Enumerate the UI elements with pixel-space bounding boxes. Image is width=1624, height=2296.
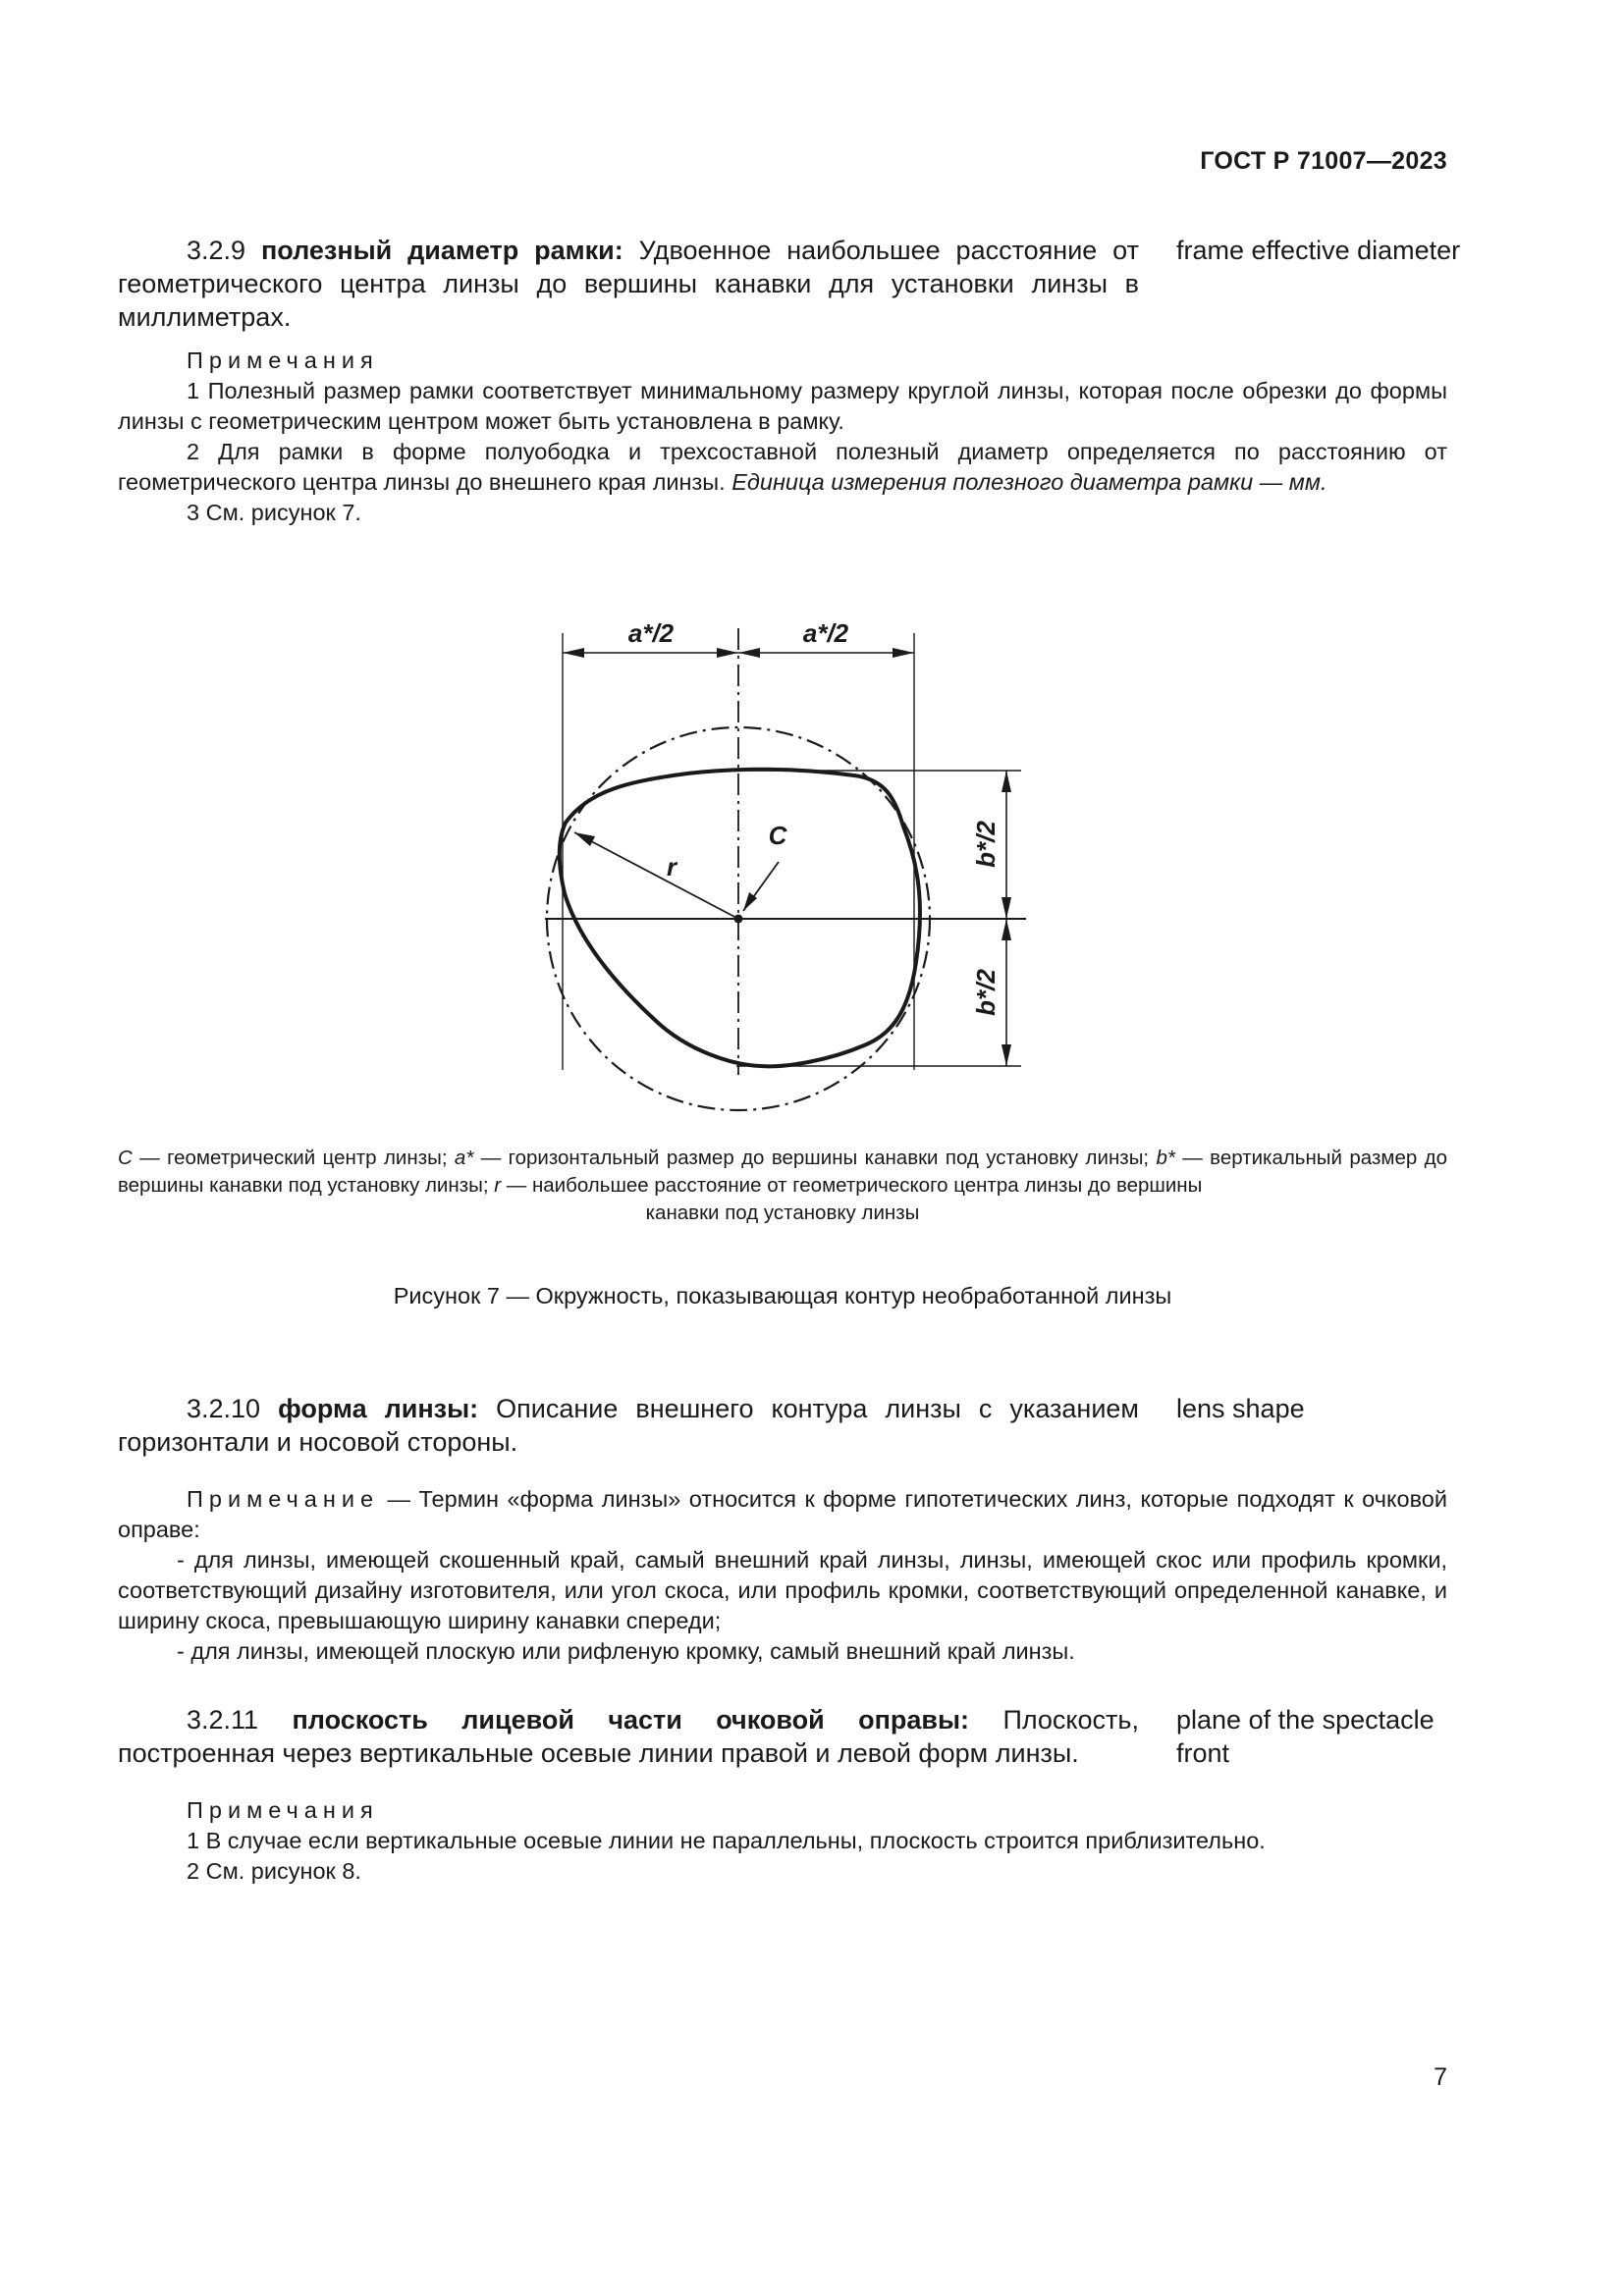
legend-text-r-end: канавки под установку линзы [645,1201,920,1224]
term-definition: Описание внешнего контура линзы с указанием горизонтали и носовой стороны. [118,1394,1139,1457]
legend-sym-b: b* [1156,1147,1175,1169]
legend-sym-c: C [118,1147,133,1169]
term-definition: Удвоенное наибольшее расстояние от геометрического центра линзы до вершины канавки для установки линзы в миллиметрах. [118,236,1139,332]
radius-line [574,832,738,919]
note-bullet-2: - для линзы, имеющей плоскую или рифленую кромку, самый внешний край линзы. [177,1638,1075,1664]
note-1: 1 Полезный размер рамки соответствует минимальному размеру круглой линзы, которая после обрезки до формы линзы с геометрическим центром может быть установлена в рамку. [118,378,1447,434]
note-1: 1 В случае если вертикальные осевые линии не параллельны, плоскость строится приблизительно. [187,1828,1266,1853]
note-bullet-1: - для линзы, имеющей скошенный край, самый внешний край линзы, линзы, имеющей скос или профиль кромки, соответствующий дизайну изготовителя, или угол скоса, или профиль кромки, соответствующий определенной канавке, и ширину скоса, превышающую ширину канавки спереди; [118,1547,1447,1633]
center-point [734,915,743,924]
notes-title: Примечания [187,1797,379,1823]
term-3-2-10 [118,1392,1139,1459]
term-definition: Плоскость, построенная через вертикальные осевые линии правой и левой форм линзы. [118,1705,1139,1768]
term-name: форма линзы: [278,1394,479,1423]
arrow-r [574,832,595,846]
legend-text-a: — горизонтальный размер до вершины канавки под установку линзы; [473,1147,1157,1169]
legend-text-c: — геометрический центр линзы; [132,1147,455,1169]
figure-7-legend [118,1145,1447,1227]
note-text: — Термин «форма линзы» относится к форме гипотетических линз, которые подходят к очковой оправе: [118,1486,1447,1542]
notes-title: Примечания [187,347,379,373]
arrow-a-mid-left [717,648,738,658]
note-title: Примечание [187,1486,380,1512]
arrow-b-top [1001,771,1011,792]
note-2-italic: Единица измерения полезного диаметра рамки — мм. [731,469,1327,495]
term-name: плоскость лицевой части очковой оправы: [292,1705,970,1735]
dim-label-a-right: a*/2 [802,618,849,648]
legend-sym-r: r [494,1174,502,1197]
legend-text-r: — наибольшее расстояние от геометрического центра линзы до вершины [501,1174,1203,1197]
term-en-3-2-11: plane of the spectacle front [1176,1705,1435,1768]
dim-label-b-bottom: b*/2 [971,969,1001,1016]
term-number: 3.2.9 [187,236,246,265]
dim-label-a-left: a*/2 [627,618,675,648]
term-en-3-2-10: lens shape [1176,1394,1305,1423]
term-number: 3.2.11 [187,1705,259,1735]
label-c: C [768,821,787,850]
legend-sym-a: a* [454,1147,474,1169]
note-3: 3 См. рисунок 7. [187,500,361,525]
label-r: r [666,852,677,881]
arrow-b-mid-bottom [1001,919,1011,940]
term-3-2-11 [118,1703,1139,1770]
note-2-text: 2 Для рамки в форме полуободка и трехсоставной полезный диаметр определяется по расстоянию от геометрического центра линзы до внешнего края линзы. [118,439,1447,495]
arrow-a-right [893,648,914,658]
term-en-3-2-9: frame effective diameter [1176,236,1461,265]
figure-7-caption: Рисунок 7 — Окружность, показывающая контур необработанной линзы [393,1283,1172,1308]
document-id: ГОСТ Р 71007—2023 [1200,147,1447,175]
notes-3-2-11 [118,1795,1447,1887]
term-number: 3.2.10 [187,1394,261,1423]
term-name: полезный диаметр рамки: [260,236,623,265]
arrow-a-mid-right [738,648,760,658]
note-2: 2 См. рисунок 8. [187,1858,361,1884]
dim-label-b-top: b*/2 [971,821,1001,868]
note-3-2-10 [118,1484,1447,1667]
legend-text-b: — вертикальный размер до вершины канавки под установку линзы; [118,1147,1447,1197]
arrow-b-bottom [1001,1044,1011,1066]
page-number: 7 [1434,2063,1447,2091]
arrow-b-mid-top [1001,897,1011,919]
arrow-a-left [563,648,584,658]
